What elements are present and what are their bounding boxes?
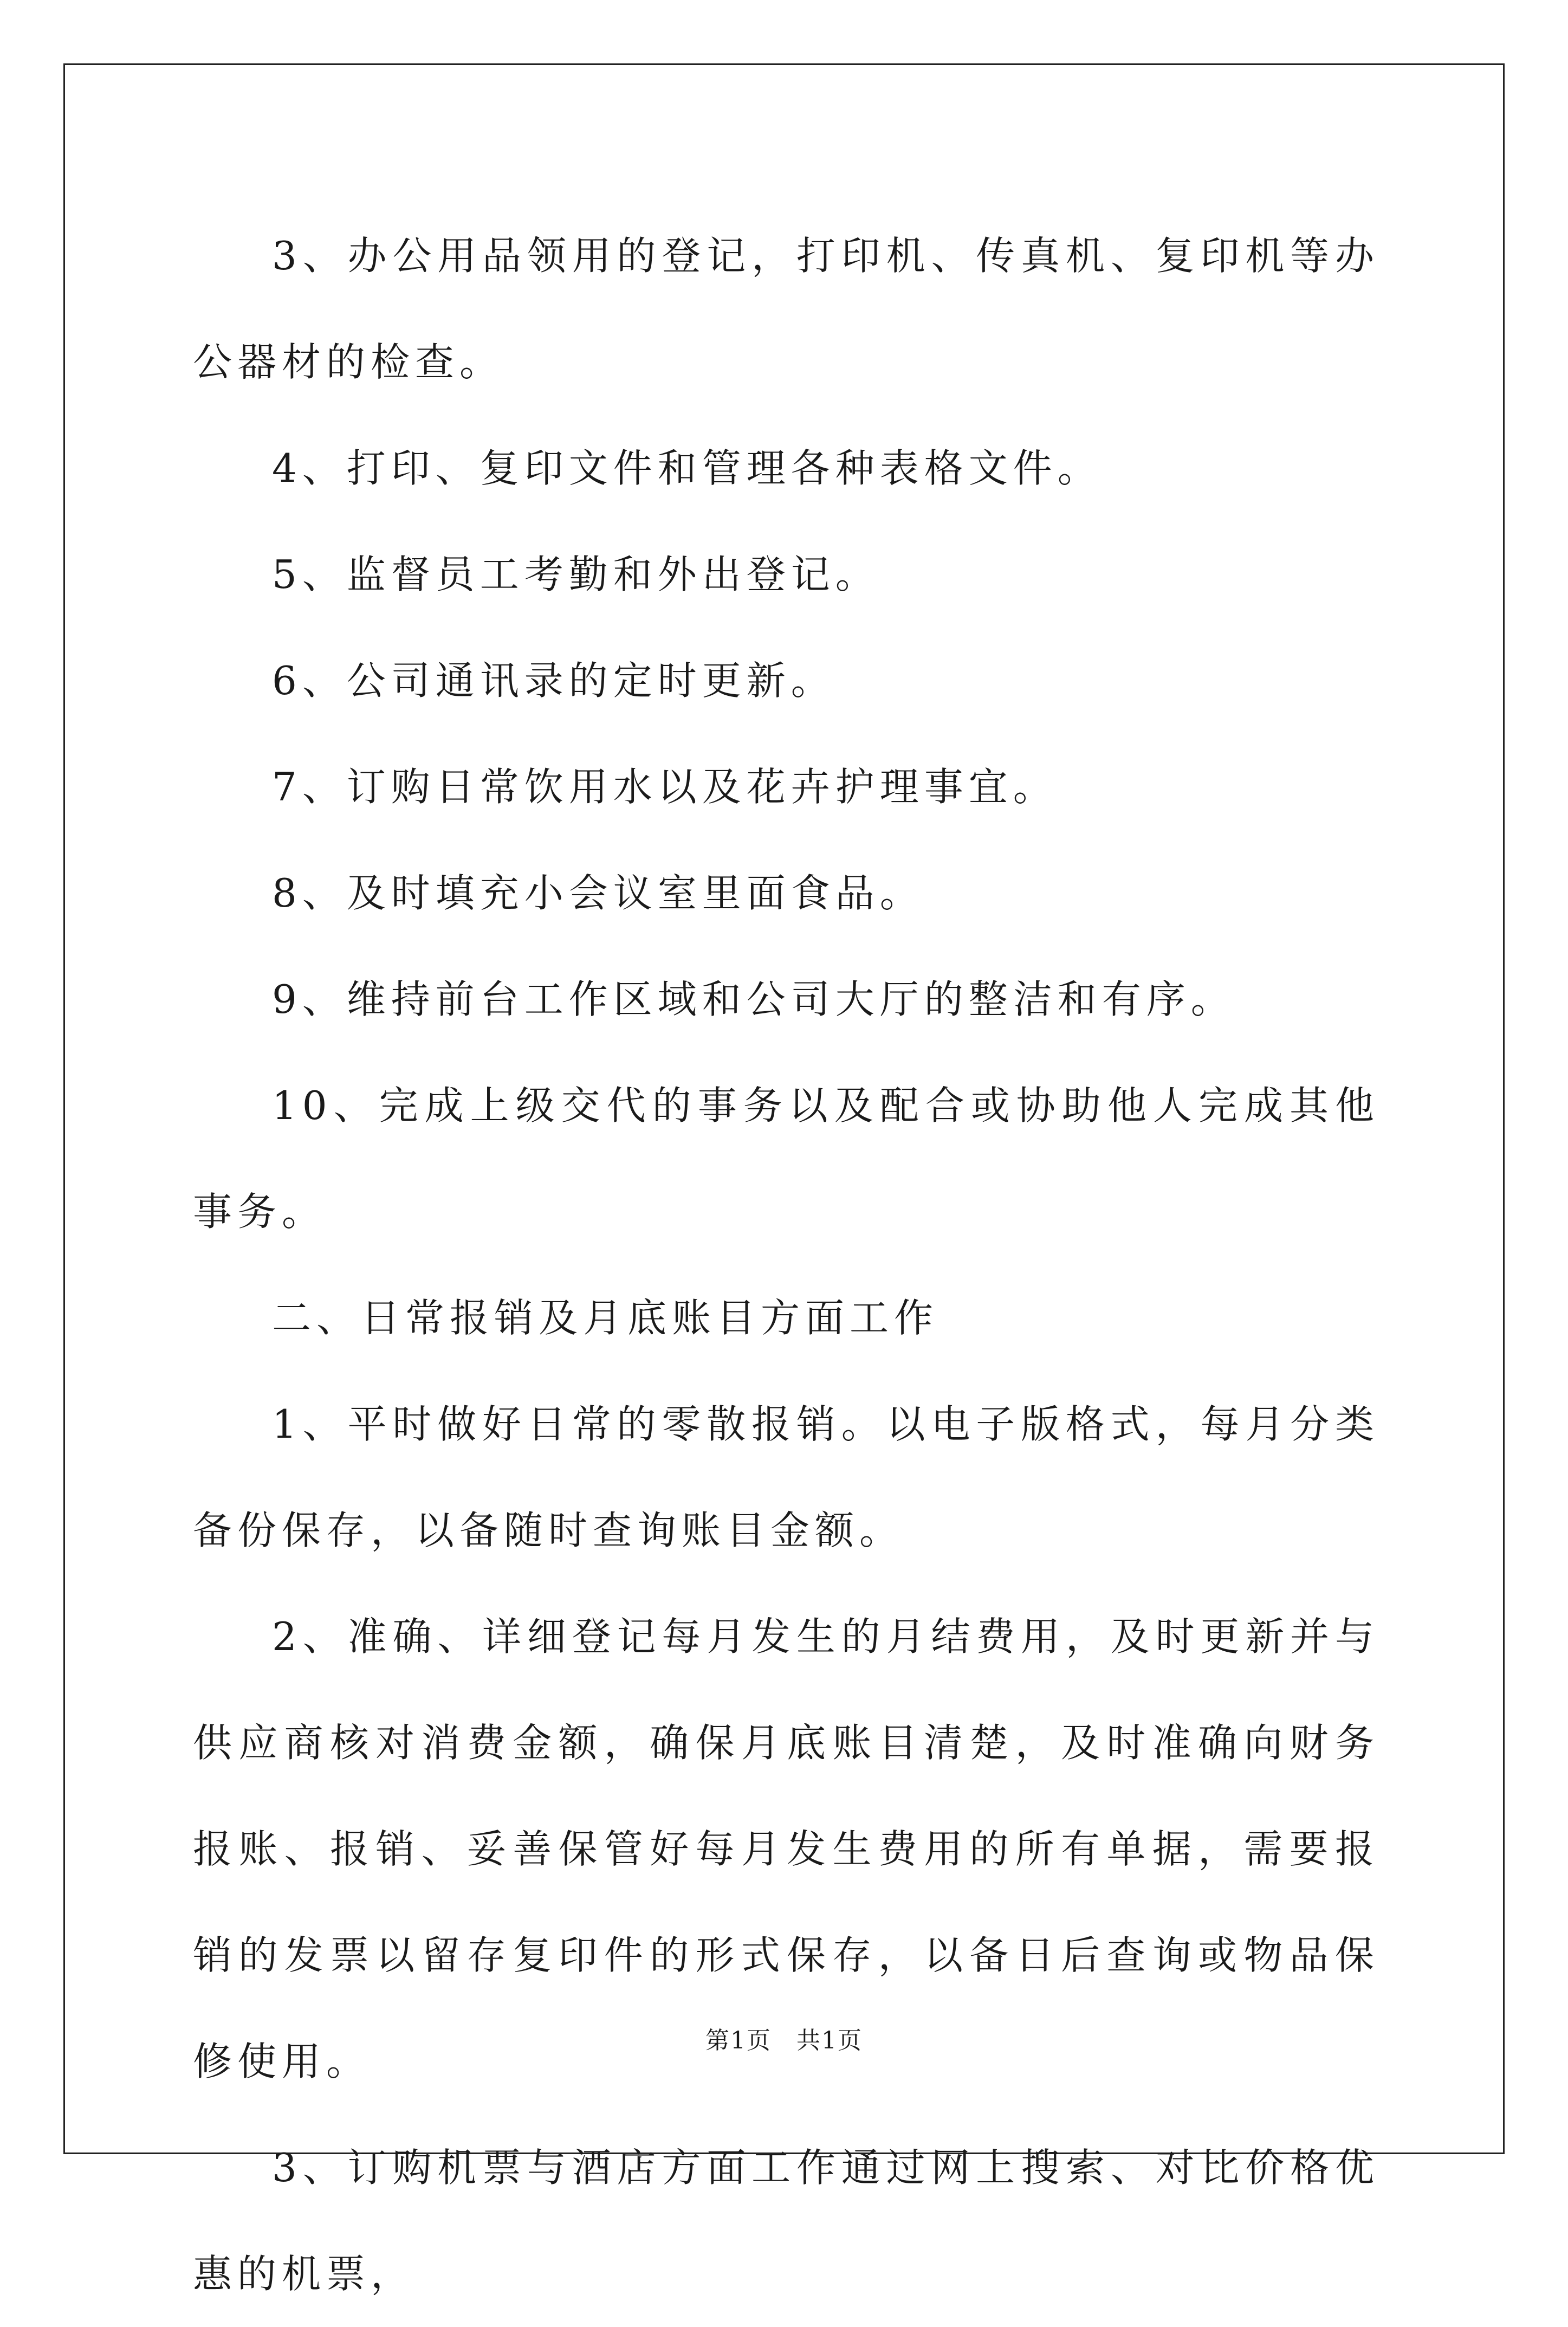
document-body xyxy=(193,203,1379,2327)
page-footer: 第1页 共1页 xyxy=(705,2027,863,2054)
paragraph-item-4: 4、打印、复印文件和管理各种表格文件。 xyxy=(272,445,1102,491)
paragraph-item-6: 6、公司通讯录的定时更新。 xyxy=(272,658,835,703)
paragraph-item-10: 10、完成上级交代的事务以及配合或协助他人完成其他事务。 xyxy=(193,1083,1379,1234)
paragraph-item-3: 3、办公用品领用的登记，打印机、传真机、复印机等办公器材的检查。 xyxy=(193,233,1379,385)
paragraph-expense-2: 2、准确、详细登记每月发生的月结费用，及时更新并与供应商核对消费金额，确保月底账目清楚，及时准确向财务报账、报销、妥善保管好每月发生费用的所有单据，需要报销的发票以留存复印件的形式保存，以备日后查询或物品保修使用。 xyxy=(193,1614,1379,2084)
paragraph-expense-3: 3、订购机票与酒店方面工作通过网上搜索、对比价格优惠的机票， xyxy=(193,2145,1379,2297)
paragraph-item-9: 9、维持前台工作区域和公司大厅的整洁和有序。 xyxy=(272,977,1235,1022)
paragraph-item-7: 7、订购日常饮用水以及花卉护理事宜。 xyxy=(272,764,1058,810)
paragraph-expense-1: 1、平时做好日常的零散报销。以电子版格式，每月分类备份保存，以备随时查询账目金额。 xyxy=(193,1401,1379,1553)
section-heading-expense: 二、日常报销及月底账目方面工作 xyxy=(272,1295,939,1341)
paragraph-item-8: 8、及时填充小会议室里面食品。 xyxy=(272,870,924,916)
paragraph-item-5: 5、监督员工考勤和外出登记。 xyxy=(272,552,880,597)
